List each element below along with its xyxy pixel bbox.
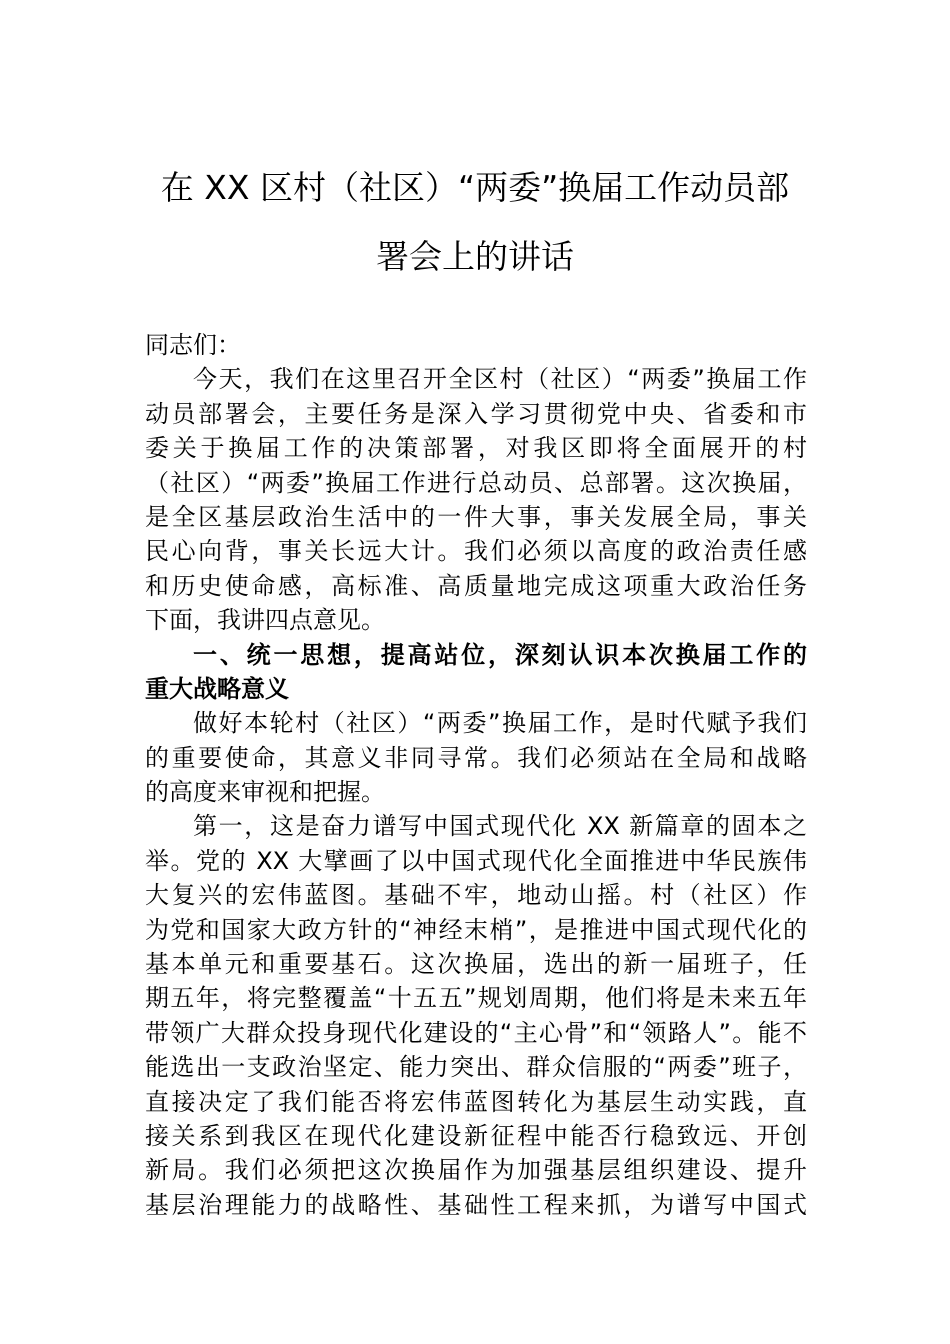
- paragraph-3-line: 新局。我们必须把这次换届作为加强基层组织建设、提升: [145, 1156, 807, 1185]
- paragraph-2-line: 做好本轮村（社区）“两委”换届工作，是时代赋予我们: [193, 709, 807, 738]
- paragraph-1-line: 是全区基层政治生活中的一件大事，事关发展全局，事关: [145, 502, 807, 531]
- paragraph-1-line: 和历史使命感，高标准、高质量地完成这项重大政治任务: [145, 571, 807, 600]
- paragraph-2-line: 的重要使命，其意义非同寻常。我们必须站在全局和战略: [145, 743, 807, 772]
- paragraph-3-line: 带领广大群众投身现代化建设的“主心骨”和“领路人”。能不: [145, 1018, 807, 1047]
- paragraph-3-line: 直接决定了我们能否将宏伟蓝图转化为基层生动实践，直: [145, 1087, 807, 1116]
- paragraph-3-line: 基本单元和重要基石。这次换届，选出的新一届班子，任: [145, 950, 807, 979]
- paragraph-3-line: 为党和国家大政方针的“神经末梢”，是推进中国式现代化的: [145, 915, 807, 944]
- paragraph-2-line: 的高度来审视和把握。: [145, 778, 385, 807]
- paragraph-3-line: 举。党的 XX 大擘画了以中国式现代化全面推进中华民族伟: [145, 846, 807, 875]
- document-body: [145, 328, 807, 1222]
- paragraph-3-line: 基层治理能力的战略性、基础性工程来抓，为谱写中国式: [145, 1190, 807, 1219]
- salutation: 同志们：: [145, 331, 241, 359]
- paragraph-3-line: 能选出一支政治坚定、能力突出、群众信服的“两委”班子，: [145, 1053, 807, 1082]
- document-title-line-1: 在 XX 区村（社区）“两委”换届工作动员部: [160, 168, 790, 207]
- paragraph-1-line: 今天，我们在这里召开全区村（社区）“两委”换届工作: [193, 365, 807, 394]
- section-heading-1: 重大战略意义: [145, 674, 289, 703]
- paragraph-1-line: （社区）“两委”换届工作进行总动员、总部署。这次换届，: [145, 468, 807, 497]
- section-heading-1: 一、统一思想，提高站位，深刻认识本次换届工作的: [193, 640, 807, 669]
- paragraph-3-line: 第一，这是奋力谱写中国式现代化 XX 新篇章的固本之: [193, 812, 807, 841]
- paragraph-3-line: 大复兴的宏伟蓝图。基础不牢，地动山摇。村（社区）作: [145, 881, 807, 910]
- paragraph-3-line: 期五年，将完整覆盖“十五五”规划周期，他们将是未来五年: [145, 984, 807, 1013]
- paragraph-1-line: 下面，我讲四点意见。: [145, 606, 385, 635]
- paragraph-3-line: 接关系到我区在现代化建设新征程中能否行稳致远、开创: [145, 1121, 807, 1150]
- paragraph-1-line: 委关于换届工作的决策部署，对我区即将全面展开的村: [145, 434, 807, 463]
- paragraph-1-line: 民心向背，事关长远大计。我们必须以高度的政治责任感: [145, 537, 807, 566]
- document-title-line-2: 署会上的讲话: [376, 237, 574, 276]
- paragraph-1-line: 动员部署会，主要任务是深入学习贯彻党中央、省委和市: [145, 399, 807, 428]
